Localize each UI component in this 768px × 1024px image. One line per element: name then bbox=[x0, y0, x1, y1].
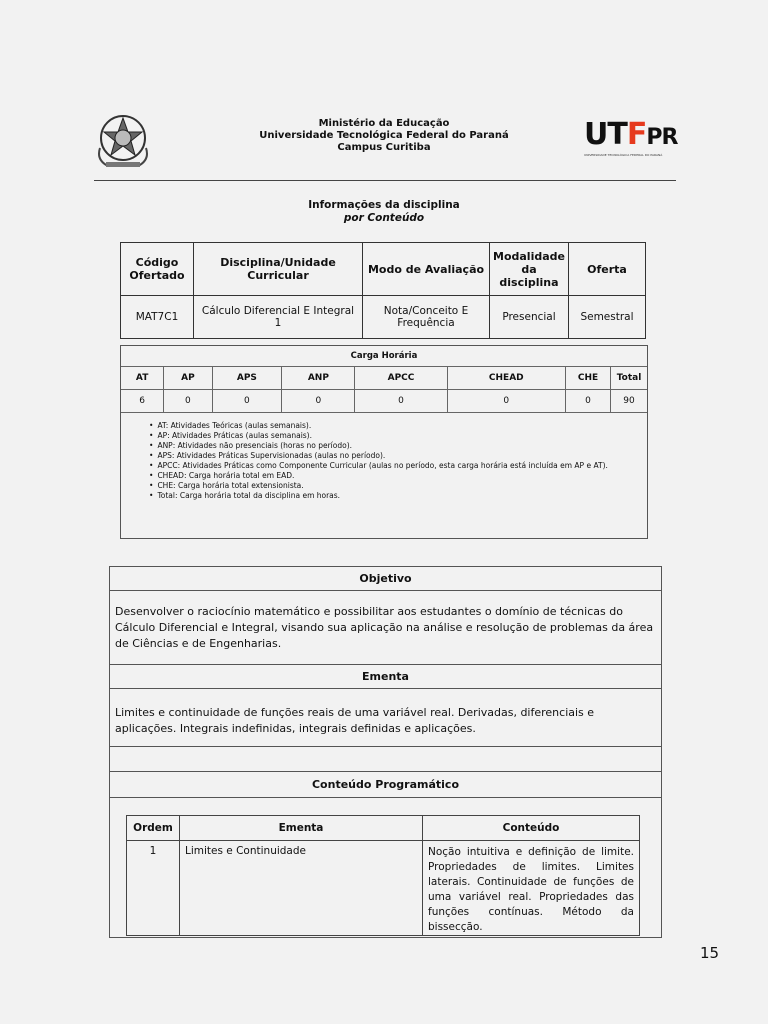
conteudo-table bbox=[126, 815, 640, 936]
page-number: 15 bbox=[700, 944, 720, 962]
brazil-coat-of-arms-icon bbox=[94, 108, 152, 172]
list-item: • Total: Carga horária total da disciplina em horas. bbox=[149, 491, 639, 501]
campus-name: Campus Curitiba bbox=[337, 142, 431, 153]
carga-value: 6 bbox=[121, 390, 164, 413]
carga-value: 0 bbox=[566, 390, 611, 413]
cell-ementa: Limites e Continuidade bbox=[180, 841, 423, 936]
carga-legend bbox=[149, 421, 647, 501]
cell-codigo: MAT7C1 bbox=[121, 296, 194, 339]
carga-value: 0 bbox=[212, 390, 282, 413]
carga-header: CHE bbox=[566, 367, 611, 390]
carga-header: AP bbox=[164, 367, 212, 390]
ementa-heading: Ementa bbox=[110, 665, 661, 689]
objetivo-heading: Objetivo bbox=[110, 567, 661, 591]
utfpr-logo: UTFPR UNIVERSIDADE TECNOLÓGICA FEDERAL DO PARANÁ bbox=[584, 117, 678, 157]
carga-table bbox=[121, 367, 647, 413]
header-disciplina: Disciplina/Unidade Curricular bbox=[194, 243, 363, 296]
header-ementa: Ementa bbox=[180, 816, 423, 841]
table-row bbox=[121, 296, 646, 339]
carga-header: APS bbox=[212, 367, 282, 390]
list-item: • CHEAD: Carga horária total em EAD. bbox=[149, 471, 639, 481]
list-item: • ANP: Atividades não presenciais (horas no período). bbox=[149, 441, 639, 451]
header-oferta: Oferta bbox=[568, 243, 645, 296]
university-name: Universidade Tecnológica Federal do Paraná bbox=[259, 130, 509, 141]
carga-value: 0 bbox=[355, 390, 447, 413]
carga-header: CHEAD bbox=[447, 367, 565, 390]
page-header bbox=[94, 108, 676, 181]
info-subheading: por Conteúdo bbox=[343, 212, 425, 224]
info-title bbox=[0, 199, 768, 225]
header-modalidade: Modalidade da disciplina bbox=[490, 243, 569, 296]
cell-modalidade: Presencial bbox=[490, 296, 569, 339]
conteudo-heading: Conteúdo Programático bbox=[110, 772, 661, 798]
header-modo: Modo de Avaliação bbox=[363, 243, 490, 296]
blank-row bbox=[110, 747, 661, 772]
list-item: • APCC: Atividades Práticas como Componente Curricular (aulas no período, esta carga horária está incluída em AP e AT). bbox=[149, 461, 639, 471]
info-heading: Informações da disciplina bbox=[308, 199, 460, 211]
ministry-name: Ministério da Educação bbox=[318, 118, 450, 129]
carga-value: 0 bbox=[164, 390, 212, 413]
carga-header: ANP bbox=[282, 367, 355, 390]
carga-value: 0 bbox=[447, 390, 565, 413]
discipline-table bbox=[120, 242, 646, 339]
carga-title: Carga Horária bbox=[121, 346, 647, 367]
list-item: • APS: Atividades Práticas Supervisionadas (aulas no período). bbox=[149, 451, 639, 461]
list-item: • CHE: Carga horária total extensionista. bbox=[149, 481, 639, 491]
cell-ordem: 1 bbox=[127, 841, 180, 936]
objetivo-text: Desenvolver o raciocínio matemático e possibilitar aos estudantes o domínio de técnicas do Cálculo Diferencial e Integral, visando sua aplicação na análise e resolução de problemas da área de Ciências e de Engenharias. bbox=[110, 591, 661, 665]
institution-header bbox=[214, 118, 554, 154]
carga-value: 90 bbox=[611, 390, 648, 413]
cell-disciplina: Cálculo Diferencial E Integral 1 bbox=[194, 296, 363, 339]
cell-oferta: Semestral bbox=[568, 296, 645, 339]
carga-header: APCC bbox=[355, 367, 447, 390]
header-codigo: Código Ofertado bbox=[121, 243, 194, 296]
carga-horaria-box bbox=[120, 345, 648, 539]
table-row bbox=[127, 841, 640, 936]
cell-conteudo: Noção intuitiva e definição de limite. Propriedades de limites. Limites laterais. Continuidade de funções de uma variável real. Propriedades das funções contínuas. Método da bissecção. bbox=[423, 841, 640, 936]
ementa-text: Limites e continuidade de funções reais de uma variável real. Derivadas, diferenciais e aplicações. Integrais indefinidas, integrais definidas e aplicações. bbox=[110, 689, 661, 747]
header-conteudo: Conteúdo bbox=[423, 816, 640, 841]
cell-modo: Nota/Conceito E Frequência bbox=[363, 296, 490, 339]
list-item: • AP: Atividades Práticas (aulas semanais). bbox=[149, 431, 639, 441]
list-item: • AT: Atividades Teóricas (aulas semanais). bbox=[149, 421, 639, 431]
carga-value: 0 bbox=[282, 390, 355, 413]
header-ordem: Ordem bbox=[127, 816, 180, 841]
carga-header: Total bbox=[611, 367, 648, 390]
table-row bbox=[121, 390, 647, 413]
carga-header: AT bbox=[121, 367, 164, 390]
